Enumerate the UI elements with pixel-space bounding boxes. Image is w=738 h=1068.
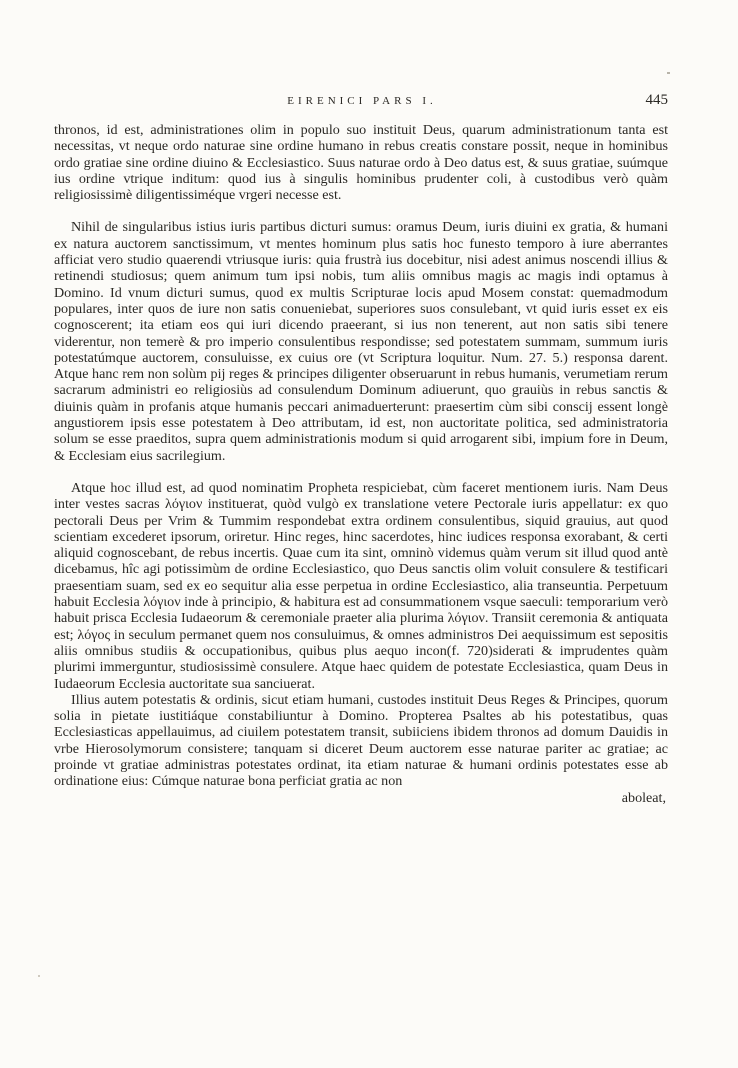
- catchword: aboleat,: [621, 789, 666, 806]
- paragraph-gap: [54, 464, 668, 480]
- paragraph-1: thronos, id est, administrationes olim in populo suo instituit Deus, quarum administrationum tanta est necessitas, vt neque ordo naturae sine ordine humano in rebus creatis constare possit, neque in hominibus ordo gratiae sine ordine diuino & Ecclesiastico. Suus naturae ordo à Deo datus est, & suus gratiae, suúmque ius ordine vtrique inditum: quod ius à singulis hominibus prudenter coli, à custodibus verò quàm religiosissimè diligentissiméque vrgeri necesse est.: [54, 122, 668, 204]
- paragraph-gap: [54, 203, 668, 219]
- scan-speck: [38, 975, 40, 977]
- page-header: [56, 92, 668, 112]
- paragraph-4: Illius autem potestatis & ordinis, sicut etiam humani, custodes instituit Deus Reges & Principes, quorum solia in pietate iustitiáque constabiliuntur à Domino. Propterea Psaltes ab his potestatibus, quas Ecclesiasticas appellauimus, ad ciuilem potestatem transit, subiiciens ibidem thronos ad domum Dauidis in vrbe Hierosolymorum consistere; tanquam si diceret Deum auctorem esse naturae pariter ac gratiae; ac proinde vt gratiae administras potestates ordinat, ita etiam naturae & humani ordinis potestates esse ab ordinatione eius: Cúmque naturae bona perficiat gratia ac non: [54, 691, 668, 790]
- scan-mark: [667, 72, 670, 74]
- paragraph-3: Atque hoc illud est, ad quod nominatim Propheta respiciebat, cùm faceret mentionem iuris. Nam Deus inter vestes sacras λόγιον instituerat, quòd vulgò ex translatione vetere Pectorale iuris appellatur: ex quo pectorali Deus per Vrim & Tummim respondebat extra ordinem consulentibus, siquid grauius, aut quod scientiam excederet ipsorum, oriretur. Hinc reges, hinc sacerdotes, hinc iudices responsa exorabant, & certi aliquid cognoscebant, de rebus incertis. Quae cum ita sint, omninò videmus quàm verum sit illud quod antè dicebamus, hîc agi potissimùm de ordine Ecclesiastico, quo Deus sanctis olim voluit consulere & testificari praesentiam suam, sed ex eo sequitur alia esse perpetua in ordine Ecclesiastico, alia transeuntia. Perpetuum habuit Ecclesia λόγιον inde à principio, & habitura est ad consummationem vsque saeculi: temporarium verò habuit prisca Ecclesia Iudaeorum & ceremoniale praeter alia plurima λόγιον. Transiit ceremonia & antiquata est; λόγος in seculum permanet quem nos consuluimus, & omnes administros Dei aequissimum est sepositis aliis omnibus studiis & occupationibus, quibus plus aequo incon(f. 720)siderati & imprudentes quàm plurimi immerguntur, studiosissimè consulere. Atque haec quidem de potestate Ecclesiastica, quam Deus in Iudaeorum Ecclesia auctoritate sua sanciuerat.: [54, 479, 668, 692]
- body-text: [54, 122, 668, 806]
- running-title: EIRENICI PARS I.: [287, 95, 437, 107]
- page-number: 445: [645, 92, 668, 108]
- paragraph-2: Nihil de singularibus istius iuris partibus dicturi sumus: oramus Deum, iuris diuini ex gratia, & humani ex natura auctorem sanctissimum, vt mentes hominum plus satis hoc funesto temporo à iure aberrantes afficiat vero studio quaerendi vtriusque iuris: quia frustrà ius docebitur, nisi adest animus noscendi illius & retinendi studiosus; quem animum tum ipsi nobis, tum aliis omnibus magis ac magis indi optamus à Domino. Id vnum dicturi sumus, quod ex multis Scripturae locis apud Mosem constat: quemadmodum populares, inter quos de iure non satis conueniebat, superiores suos consulebant, vt quid iuris esset ex eis cognoscerent; ita etiam eos qui iuri dicendo praeerant, si ius non tenerent, aut non satis sibi tenere viderentur, non temerè & pro imperio consulentibus respondisse; sed potestatem summam, summum iuris potestatúmque auctorem, consuluisse, ex cuius ore (vt Scriptura loquitur. Num. 27. 5.) responsa darent. Atque hanc rem non solùm pij reges & principes diligenter obseruarunt in rebus humanis, verumetiam rerum sacrarum administri eo religiosiùs ad consulendum Dominum adiuerunt, quo grauiùs in rebus sanctis & diuinis quàm in profanis atque humanis peccari animaduerterunt: praesertim cùm sibi conscij essent longè angustiorem ipsis esse potestatem à Deo attributam, id est, non auctoritate politica, sed administratoria solum se esse praeditos, supra quem administrationis modum si quid arrogarent sibi, impium fore in Deum, & Ecclesiam eius sacrilegium.: [54, 219, 668, 464]
